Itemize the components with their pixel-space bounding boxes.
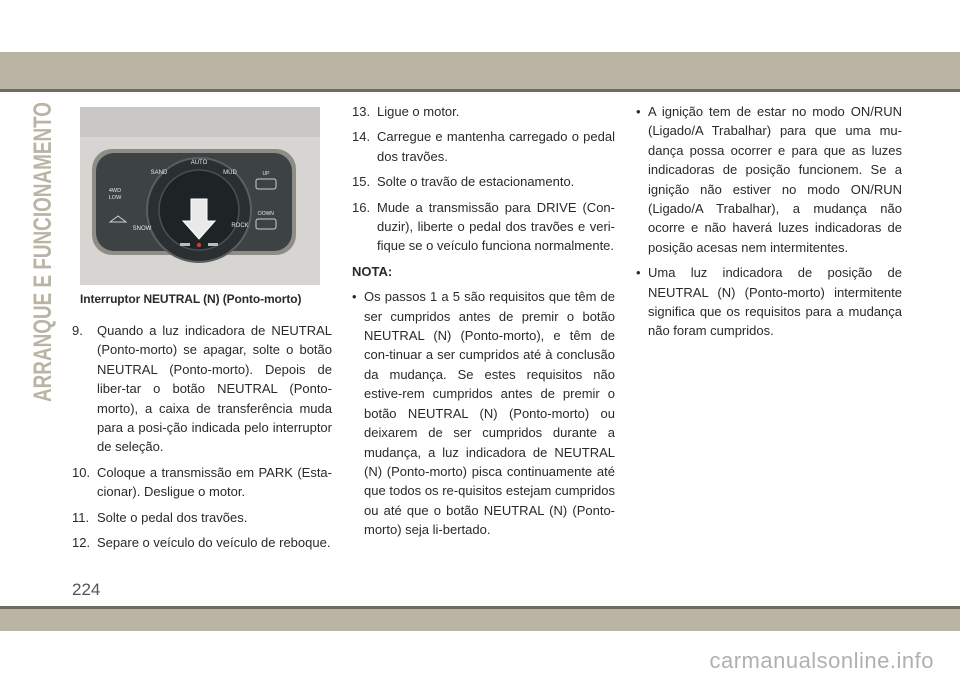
switch-panel-illustration: [80, 107, 320, 285]
step-12: 12. Separe o veículo do veículo de reboque.: [72, 535, 331, 551]
neutral-switch-photo: [80, 107, 320, 285]
figure-caption: Interruptor NEUTRAL (N) (Ponto-morto): [80, 292, 302, 306]
step-15: 15. Solte o travão de estacionamento.: [352, 174, 575, 190]
label-sand: SAND: [150, 170, 168, 176]
column-2: [352, 102, 615, 546]
step-14: 14. Carregue e mantenha carregado o pedal dos travões.: [352, 129, 615, 164]
header-rule: [0, 89, 960, 92]
column-1: [72, 321, 332, 558]
section-side-label: [20, 100, 60, 405]
step-9: 9. Quando a luz indicadora de NEUTRAL (Ponto-morto) se apagar, solte o botão NEUTRAL (Ponto-morto). Depois de liber-tar o botão NEUTRAL (Ponto-morto), a caixa de transferência muda para a posi-ção indicada pelo interruptor de seleção.: [72, 323, 332, 455]
note-bullet: • Os passos 1 a 5 são requisitos que têm de ser cumpridos antes de premir o botão NEUTRAL (N) (Ponto-morto), e têm de con-tinuar a ser cumpridos até à conclusão da mudança. Se estes requisitos não estive-rem cumpridos antes de premir o botão NEUTRAL (N) (Ponto-morto) ou deixarem de ser cumpridos durante a mudança, a luz indicadora de NEUTRAL (N) (Ponto-morto) pisca continuamente até que todos os re-quisitos estejam cumpridos ou até que o botão NEUTRAL (N) (Ponto-morto) seja li-bertado.: [352, 287, 615, 539]
step-10: 10. Coloque a transmissão em PARK (Esta-cionar). Desligue o motor.: [72, 464, 332, 500]
neutral-indicator-light: [197, 243, 201, 247]
label-up: UP: [262, 171, 270, 177]
column-3: [636, 102, 902, 347]
indicator-bullet: • Uma luz indicadora de posição de NEUTRAL (N) (Ponto-morto) intermitente significa que os requisitos para a mudança não foram cumpridos.: [636, 263, 902, 341]
page-number: 224: [72, 580, 101, 599]
label-low: LOW: [108, 195, 122, 201]
label-auto: AUTO: [190, 160, 208, 166]
label-mud: MUD: [223, 170, 237, 176]
label-rock: ROCK: [231, 223, 249, 229]
label-snow: SNOW: [132, 226, 152, 232]
step-13: 13. Ligue o motor.: [352, 104, 460, 119]
section-side-label-text: ARRANQUE E FUNCIONAMENTO: [29, 100, 57, 402]
label-4wd: 4WD: [108, 188, 122, 194]
ignition-bullet: • A ignição tem de estar no modo ON/RUN (Ligado/A Trabalhar) para que uma mu-dança possa ocorrer e para que as luzes indicadoras de posição funcionem. Se a ignição não estiver no modo ON/RUN (Ligado/A Trabalhar), a mudança não ocorre e não haverá luzes indicadoras de posição acesas nem intermitentes.: [636, 102, 902, 257]
footer-band: [0, 609, 960, 631]
watermark: carmanualsonline.info: [709, 648, 934, 673]
step-16: 16. Mude a transmissão para DRIVE (Con-duzir), liberte o pedal dos travões e veri-fique se o veículo funciona normalmente.: [352, 199, 615, 254]
step-11: 11. Solte o pedal dos travões.: [72, 509, 248, 525]
header-band: [0, 52, 960, 89]
note-label: NOTA:: [352, 263, 393, 279]
label-down: DOWN: [258, 211, 274, 217]
